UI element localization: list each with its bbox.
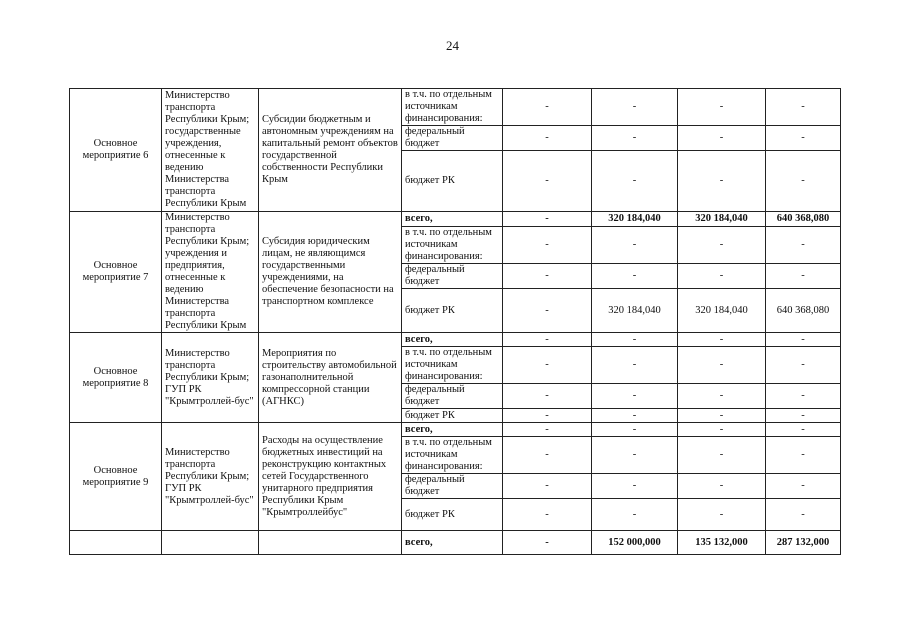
source-cell: всего, bbox=[402, 333, 503, 347]
value-cell: 152 000,000 bbox=[592, 531, 678, 555]
value-cell: - bbox=[503, 212, 592, 227]
value-cell: - bbox=[766, 499, 841, 531]
value-cell: - bbox=[503, 499, 592, 531]
source-cell: всего, bbox=[402, 531, 503, 555]
value-cell: - bbox=[678, 126, 766, 151]
source-cell: в т.ч. по отдельным источникам финансирования: bbox=[402, 89, 503, 126]
activity-cell: Основное мероприятие 8 bbox=[70, 333, 162, 423]
table-row bbox=[70, 423, 841, 437]
activity-cell: Основное мероприятие 7 bbox=[70, 212, 162, 333]
value-cell: - bbox=[766, 333, 841, 347]
activity-cell: Основное мероприятие 9 bbox=[70, 423, 162, 531]
value-cell: 320 184,040 bbox=[678, 212, 766, 227]
activity-name-cell: Расходы на осуществление бюджетных инвестиций на реконструкцию контактных сетей Государственного унитарного предприятия Республики Крым "Крымтроллейбус" bbox=[259, 423, 402, 531]
value-cell: - bbox=[592, 437, 678, 474]
value-cell: - bbox=[503, 384, 592, 409]
table-row bbox=[70, 333, 841, 347]
value-cell: - bbox=[592, 333, 678, 347]
value-cell: - bbox=[766, 264, 841, 289]
value-cell: - bbox=[678, 423, 766, 437]
value-cell: - bbox=[592, 384, 678, 409]
value-cell: - bbox=[678, 347, 766, 384]
value-cell: 640 368,080 bbox=[766, 289, 841, 333]
source-cell: бюджет РК bbox=[402, 409, 503, 423]
value-cell: - bbox=[678, 384, 766, 409]
value-cell: - bbox=[678, 474, 766, 499]
value-cell: 135 132,000 bbox=[678, 531, 766, 555]
table-row bbox=[70, 531, 841, 555]
value-cell: - bbox=[766, 409, 841, 423]
source-cell: в т.ч. по отдельным источникам финансирования: bbox=[402, 227, 503, 264]
value-cell: - bbox=[503, 333, 592, 347]
value-cell: - bbox=[503, 409, 592, 423]
executor-cell: Министерство транспорта Республики Крым; ГУП РК "Крымтроллей-бус" bbox=[162, 333, 259, 423]
source-cell: бюджет РК bbox=[402, 499, 503, 531]
value-cell: - bbox=[592, 126, 678, 151]
value-cell: - bbox=[678, 264, 766, 289]
source-cell: федеральный бюджет bbox=[402, 126, 503, 151]
value-cell: - bbox=[503, 264, 592, 289]
value-cell: - bbox=[503, 474, 592, 499]
value-cell: - bbox=[766, 151, 841, 212]
value-cell: 320 184,040 bbox=[678, 289, 766, 333]
value-cell: - bbox=[678, 499, 766, 531]
page-number: 24 bbox=[446, 38, 459, 53]
value-cell: 320 184,040 bbox=[592, 212, 678, 227]
value-cell: - bbox=[592, 347, 678, 384]
value-cell: - bbox=[766, 423, 841, 437]
table-row bbox=[70, 89, 841, 126]
value-cell: - bbox=[503, 423, 592, 437]
value-cell: - bbox=[592, 89, 678, 126]
value-cell: 320 184,040 bbox=[592, 289, 678, 333]
empty-cell bbox=[259, 531, 402, 555]
value-cell: - bbox=[503, 151, 592, 212]
value-cell: - bbox=[678, 437, 766, 474]
value-cell: - bbox=[592, 474, 678, 499]
activity-cell: Основное мероприятие 6 bbox=[70, 89, 162, 212]
source-cell: федеральный бюджет bbox=[402, 474, 503, 499]
value-cell: - bbox=[678, 409, 766, 423]
value-cell: - bbox=[766, 126, 841, 151]
value-cell: - bbox=[678, 227, 766, 264]
value-cell: - bbox=[592, 264, 678, 289]
executor-cell: Министерство транспорта Республики Крым; ГУП РК "Крымтроллей-бус" bbox=[162, 423, 259, 531]
value-cell: - bbox=[503, 531, 592, 555]
value-cell: - bbox=[592, 423, 678, 437]
value-cell: - bbox=[503, 89, 592, 126]
activity-name-cell: Субсидии бюджетным и автономным учреждениям на капитальный ремонт объектов государственной собственности Республики Крым bbox=[259, 89, 402, 212]
value-cell: - bbox=[766, 227, 841, 264]
source-cell: федеральный бюджет bbox=[402, 384, 503, 409]
value-cell: - bbox=[503, 289, 592, 333]
value-cell: - bbox=[678, 151, 766, 212]
source-cell: бюджет РК bbox=[402, 289, 503, 333]
value-cell: - bbox=[503, 126, 592, 151]
source-cell: бюджет РК bbox=[402, 151, 503, 212]
source-cell: в т.ч. по отдельным источникам финансирования: bbox=[402, 347, 503, 384]
value-cell: 640 368,080 bbox=[766, 212, 841, 227]
table-row bbox=[70, 212, 841, 227]
funding-table bbox=[69, 88, 841, 555]
value-cell: - bbox=[592, 499, 678, 531]
empty-cell bbox=[70, 531, 162, 555]
source-cell: всего, bbox=[402, 423, 503, 437]
value-cell: - bbox=[766, 347, 841, 384]
value-cell: - bbox=[592, 409, 678, 423]
value-cell: - bbox=[503, 347, 592, 384]
value-cell: - bbox=[592, 227, 678, 264]
empty-cell bbox=[162, 531, 259, 555]
executor-cell: Министерство транспорта Республики Крым; государственные учреждения, отнесенные к ведению Министерства транспорта Республики Крым bbox=[162, 89, 259, 212]
value-cell: - bbox=[766, 437, 841, 474]
activity-name-cell: Субсидия юридическим лицам, не являющимся государственными учреждениями, на обеспечение безопасности на транспортном комплексе bbox=[259, 212, 402, 333]
executor-cell: Министерство транспорта Республики Крым; учреждения и предприятия, отнесенные к ведению Министерства транспорта Республики Крым bbox=[162, 212, 259, 333]
value-cell: - bbox=[766, 384, 841, 409]
value-cell: - bbox=[766, 474, 841, 499]
source-cell: в т.ч. по отдельным источникам финансирования: bbox=[402, 437, 503, 474]
source-cell: всего, bbox=[402, 212, 503, 227]
value-cell: - bbox=[678, 333, 766, 347]
source-cell: федеральный бюджет bbox=[402, 264, 503, 289]
value-cell: - bbox=[503, 437, 592, 474]
value-cell: 287 132,000 bbox=[766, 531, 841, 555]
value-cell: - bbox=[678, 89, 766, 126]
value-cell: - bbox=[766, 89, 841, 126]
value-cell: - bbox=[503, 227, 592, 264]
activity-name-cell: Мероприятия по строительству автомобильной газонаполнительной компрессорной станции (АГНКС) bbox=[259, 333, 402, 423]
value-cell: - bbox=[592, 151, 678, 212]
